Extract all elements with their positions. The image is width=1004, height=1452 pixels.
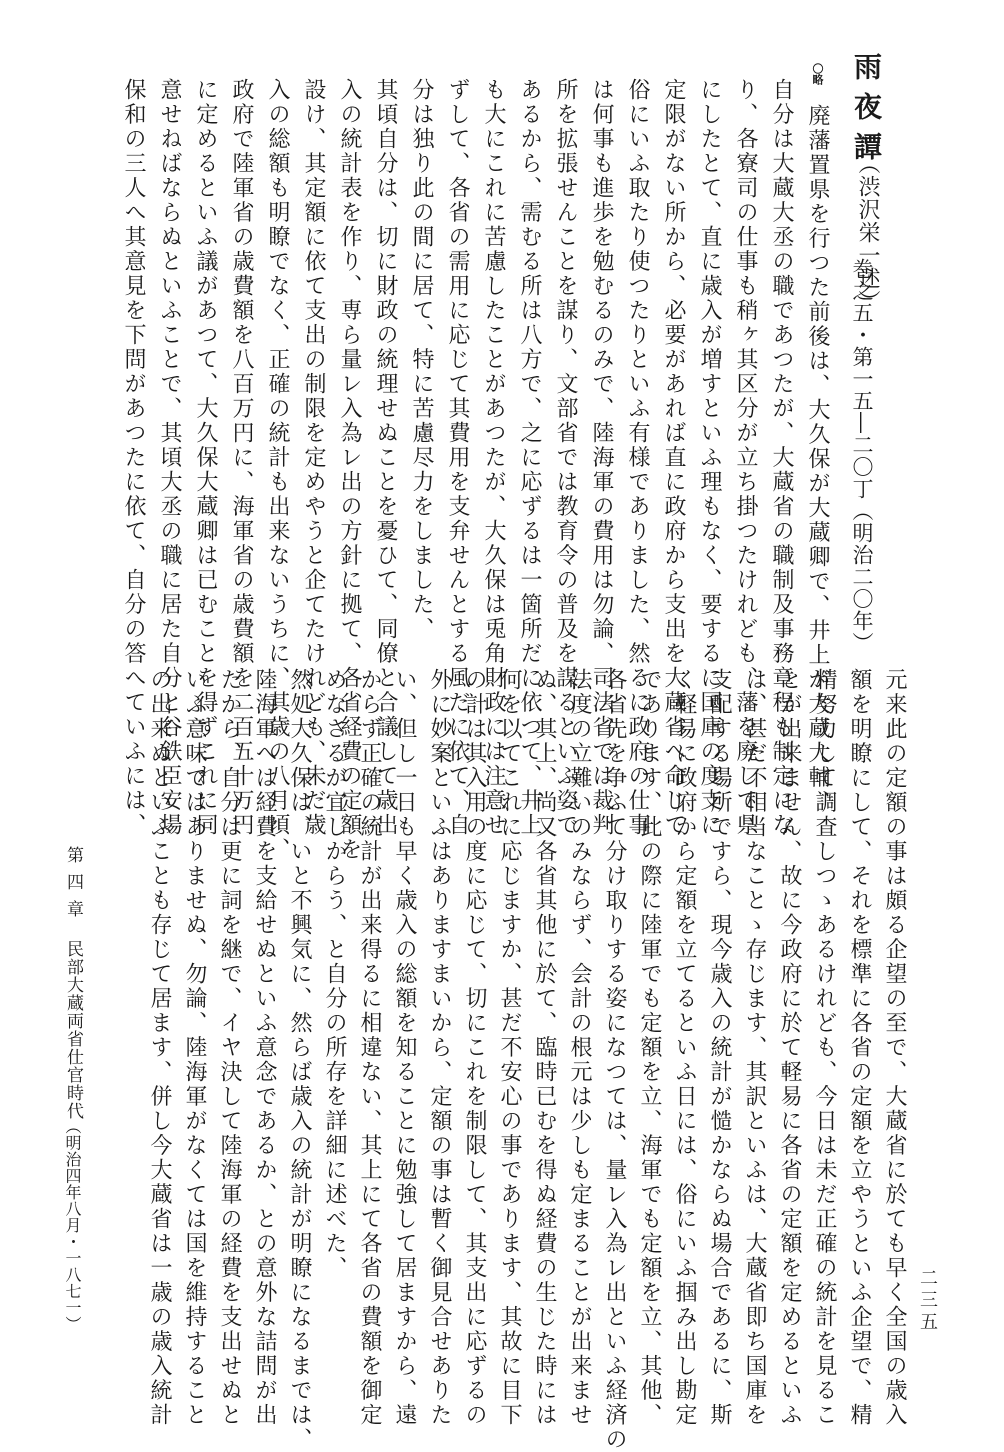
text-line: 精努力して調査しつゝあるけれども、今日は未だ正確の統計を見るこ bbox=[812, 668, 837, 1428]
text-line: 政府で陸軍省の歳費額を八百万円に、海軍省の歳費額を二百五十万円 bbox=[229, 78, 254, 838]
text-line: 各省先を争ふて分け取りする姿になつては、量レ入為レ出といふ経済の bbox=[602, 668, 627, 1452]
text-line: 入の統計表を作り、専ら量レ入為レ出の方針に拠て、各省経費の定額を bbox=[337, 78, 362, 862]
page-title: 雨夜譚 bbox=[850, 52, 883, 172]
text-line: 額を明瞭にして、それを標準に各省の定額を立やうといふ企望で、精 bbox=[847, 668, 872, 1428]
text-line: 法度の立難いのみならず、会計の根元は少しも定まることが出来ませ bbox=[567, 668, 592, 1428]
text-line: 何を以てこれに応じますか、甚だ不安心の事であります、其故に目下 bbox=[497, 668, 522, 1428]
text-line: 自分は大蔵大丞の職であつたが、大蔵省の職制及事務章程も制定にな bbox=[769, 78, 794, 838]
text-line: 所を拡張せんことを謀り、文部省では教育令の普及を謀るといふ姿で bbox=[553, 78, 578, 838]
text-line: 支配する場所ですら、現今歳入の統計が慥かならぬ場合であるに、斯 bbox=[707, 668, 732, 1428]
text-line: 元来此の定額の事は頗る企望の至で、大蔵省に於ても早く全国の歳入 bbox=[882, 668, 907, 1428]
text-line: い、但し一日も早く歳入の総額を知ることに勉強して居ますから、遠 bbox=[392, 668, 417, 1428]
text-line: 陸海軍へは経費を支給せぬといふ意念であるか、との意外な詰問が出 bbox=[252, 668, 277, 1428]
text-line: は何事も進歩を勉むるのみで、陸海軍の費用は勿論、司法省では裁判 bbox=[589, 78, 614, 838]
text-line: 意せねばならぬといふことで、其頃大丞の職に居た自分と谷鉄臣安場 bbox=[157, 78, 182, 838]
text-line: であります、此の際に陸軍でも定額を立、海軍でも定額を立、其他、 bbox=[637, 668, 662, 1428]
chapter-label: 第四章 bbox=[63, 846, 83, 927]
text-line: ずして、各省の需用に応じて其費用を支弁せんとする風だに依て、自 bbox=[445, 78, 470, 838]
section-year: （明治四年八月・一八七一） bbox=[63, 1118, 82, 1333]
source-reference: 巻之五・第一五―二〇丁 bbox=[850, 258, 874, 500]
text-line: いふ意味ではありませぬ、勿論、陸海軍がなくては国を維持すること bbox=[182, 668, 207, 1428]
text-line: 分は独り此の間に居て、特に苦慮尽力をしました、 bbox=[409, 78, 434, 642]
text-line: く軽易に政府から定額を立てるといふ日には、俗にいふ掴み出し勘定 bbox=[672, 668, 697, 1428]
omission-mark: 〇略 bbox=[811, 63, 824, 85]
text-line: り、各寮司の仕事も稍ヶ其区分が立ち掛つたけれども、藩を廃して県 bbox=[733, 78, 758, 838]
text-line: 其頃自分は、切に財政の統理せぬことを憂ひて、同僚と合議して歳出 bbox=[373, 78, 398, 838]
text-line: からず正確の統計が出来得るに相違ない、其上にて各省の費額を御定 bbox=[357, 668, 382, 1428]
text-line: 入の総額も明瞭でなく、正確の統計も出来ないうちに、其歳の八月頃、 bbox=[265, 78, 290, 862]
text-line: 廃藩置県を行つた前後は、大久保が大蔵卿で、井上が大蔵大輔、 bbox=[805, 104, 830, 815]
text-line: は、甚だ不相当なことゝ存じます、其訳といふは、大蔵省即ち国庫を bbox=[742, 668, 767, 1428]
text-line: に定めるといふ議があつて、大久保大蔵卿は已むことを得ずこれに同 bbox=[193, 78, 218, 838]
page-number: 二三五 bbox=[917, 1268, 938, 1334]
text-line: めなさるが宜しからう、と自分の所存を詳細に述べた、 bbox=[322, 668, 347, 1281]
text-line: も大にこれに苦慮したことがあつたが、大久保は兎角財政には注意せ bbox=[481, 78, 506, 838]
text-line: 外に妙案といふはありますまいから、定額の事は暫く御見合せありた bbox=[427, 668, 452, 1428]
source-year: （明治二〇年） bbox=[850, 500, 874, 654]
text-line: 俗にいふ取たり使つたりといふ有様でありました、然るに政府の仕事 bbox=[625, 78, 650, 838]
text-line: あるから、需むる所は八方で、之に応ずるは一箇所だに依つて、井上 bbox=[517, 78, 542, 838]
text-line: 定限がない所から、必要があれば直に政府から支出を大蔵省へ命じて bbox=[661, 78, 686, 838]
text-line: ぬ、其上、尚又各省其他に於て、臨時已むを得ぬ経費の生じた時には bbox=[532, 668, 557, 1428]
section-label: 民部大蔵両省仕官時代 bbox=[63, 940, 83, 1120]
text-line: にしたとて、直に歳入が増すといふ理もなく、要するに国庫の度支に bbox=[697, 78, 722, 838]
text-line: 然処大久保は、いと不興気に、然らば歳入の統計が明瞭になるまでは、 bbox=[287, 668, 312, 1452]
text-line: たから、自分は更に詞を継で、イヤ決して陸海軍の経費を支出せぬと bbox=[217, 668, 242, 1428]
text-line: 保和の三人へ其意見を下問があつたに依て、自分の答へていふには、 bbox=[121, 78, 146, 838]
text-line: とが出来ません、故に今政府に於て軽易に各省の定額を定めるといふ bbox=[777, 668, 802, 1428]
text-line: 設け、其定額に依て支出の制限を定めやうと企てたけれども、未だ歳 bbox=[301, 78, 326, 838]
text-line: の計は其入用の度に応じて、切にこれを制限して、其支出に応ずるの bbox=[462, 668, 487, 1428]
text-line: の出来ぬといふことも存じて居ます、併し今大蔵省は一歳の歳入統計 bbox=[147, 668, 172, 1428]
title-author: （渋沢栄一述） bbox=[855, 152, 880, 313]
